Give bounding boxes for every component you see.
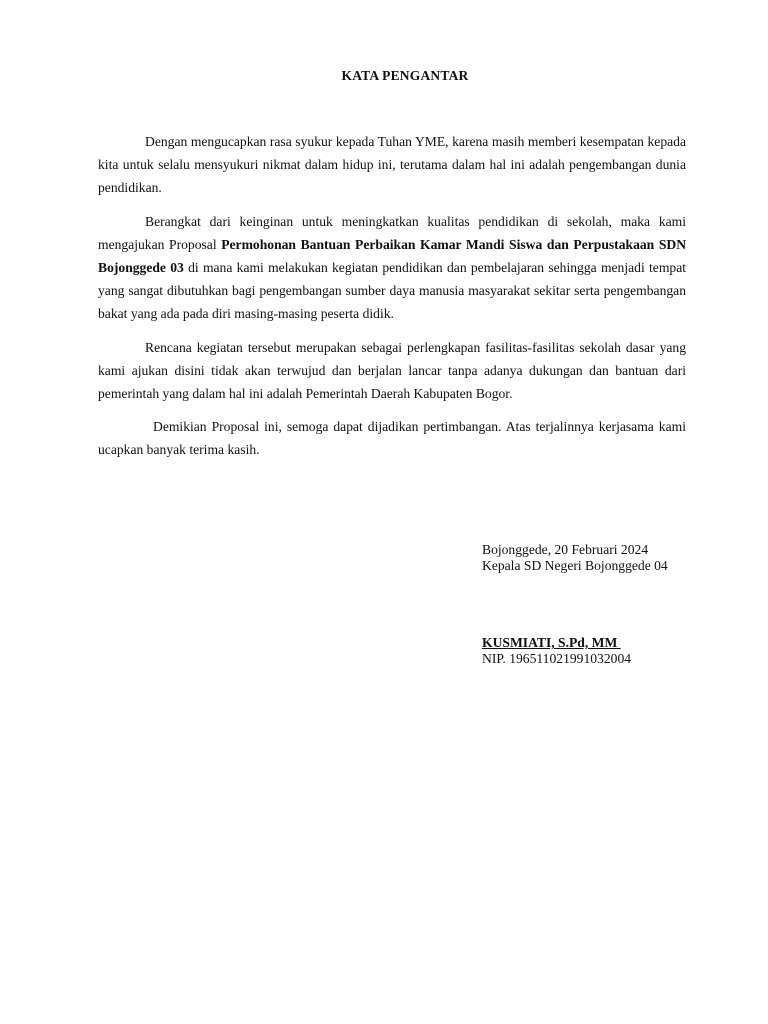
paragraph-plan: Rencana kegiatan tersebut merupakan sebagai perlengkapan fasilitas-fasilitas sekolah dasar yang kami ajukan disini tidak akan terwujud dan berjalan lancar tanpa adanya dukungan dan bantuan dari pemerintah yang dalam hal ini adalah Pemerintah Daerah Kabupaten Bogor. [98, 339, 686, 402]
place-date: Bojonggede, 20 Februari 2024 [482, 542, 649, 557]
signature-block [482, 542, 752, 666]
signer-name: KUSMIATI, S.Pd, MM [482, 635, 621, 650]
proposal-title: Permohonan Bantuan Perbaikan Kamar Mandi Siswa dan Perpustakaan SDN Bojonggede 03 [98, 236, 687, 276]
document-body [98, 130, 686, 472]
paragraph-opening: Dengan mengucapkan rasa syukur kepada Tuhan YME, karena masih memberi kesempatan kepada kita untuk selalu mensyukuri nikmat dalam hidup ini, terutama dalam hal ini adalah pengembangan dunia pendidikan. [98, 134, 686, 196]
document-title: KATA PENGANTAR [341, 68, 469, 83]
paragraph-proposal-intro: Berangkat dari keinginan untuk meningkatkan kualitas pendidikan di sekolah, maka kami mengajukan Proposal [98, 213, 686, 252]
paragraph-proposal [98, 210, 686, 326]
paragraph-proposal-rest: di mana kami melakukan kegiatan pendidikan dan pembelajaran sehingga menjadi tempat yang sangat dibutuhkan bagi pengembangan sumber daya manusia masyarakat sekitar serta pengembangan bakat yang ada pada diri masing-masing peserta didik. [98, 260, 686, 322]
signer-nip: NIP. 196511021991032004 [482, 650, 632, 666]
signer-position: Kepala SD Negeri Bojonggede 04 [482, 557, 668, 573]
paragraph-closing: Demikian Proposal ini, semoga dapat dijadikan pertimbangan. Atas terjalinnya kerjasama kami ucapkan banyak terima kasih. [98, 419, 686, 458]
